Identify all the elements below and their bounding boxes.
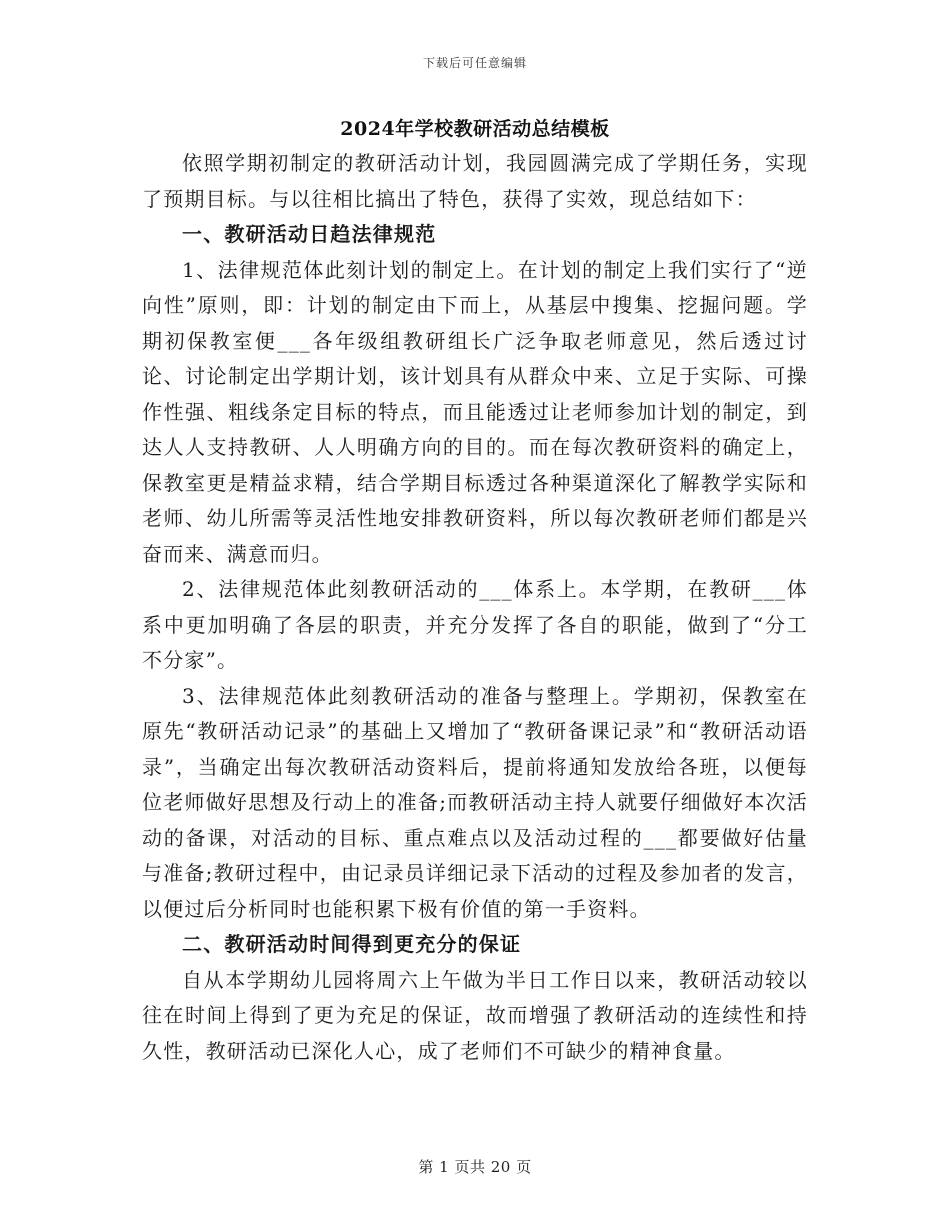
body-paragraph: 1、法律规范体此刻计划的制定上。在计划的制定上我们实行了“逆向性”原则，即：计划的制定由下而上，从基层中搜集、挖掘问题。学期初保教室便___各年级组教研组长广泛争取老师意见，然后透过讨论、讨论制定出学期计划，该计划具有从群众中来、立足于实际、可操作性强、粗线条定目标的特点，而且能透过让老师参加计划的制定，到达人人支持教研、人人明确方向的目的。而在每次教研资料的确定上，保教室更是精益求精，结合学期目标透过各种渠道深化了解教学实际和老师、幼儿所需等灵活性地安排教研资料，所以每次教研老师们都是兴奋而来、满意而归。 bbox=[142, 257, 808, 566]
body-paragraph: 自从本学期幼儿园将周六上午做为半日工作日以来，教研活动较以往在时间上得到了更为充足的保证，故而增强了教研活动的连续性和持久性，教研活动已深化人心，成了老师们不可缺少的精神食量。 bbox=[142, 967, 808, 1063]
intro-paragraph: 依照学期初制定的教研活动计划，我园圆满完成了学期任务，实现了预期目标。与以往相比搞出了特色，获得了实效，现总结如下： bbox=[142, 151, 808, 211]
body-paragraph: 2、法律规范体此刻教研活动的___体系上。本学期，在教研___体系中更加明确了各层的职责，并充分发挥了各自的职能，做到了“分工不分家”。 bbox=[142, 577, 808, 672]
page-number-footer: 第 1 页共 20 页 bbox=[418, 1158, 532, 1176]
document-body bbox=[142, 146, 808, 1069]
body-paragraph: 3、法律规范体此刻教研活动的准备与整理上。学期初，保教室在原先“教研活动记录”的基础上又增加了“教研备课记录”和“教研活动语录”，当确定出每次教研活动资料后，提前将通知发放给各班，以便每位老师做好思想及行动上的准备;而教研活动主持人就要仔细做好本次活动的备课，对活动的目标、重点难点以及活动过程的___都要做好估量与准备;教研过程中，由记录员详细记录下活动的过程及参加者的发言，以便过后分析同时也能积累下极有价值的第一手资料。 bbox=[142, 683, 808, 921]
document-title: 2024年学校教研活动总结模板 bbox=[340, 118, 610, 140]
section-heading-2: 二、教研活动时间得到更充分的保证 bbox=[182, 932, 522, 956]
header-note: 下载后可任意编辑 bbox=[422, 56, 527, 70]
section-heading-1: 一、教研活动日趋法律规范 bbox=[182, 222, 437, 246]
